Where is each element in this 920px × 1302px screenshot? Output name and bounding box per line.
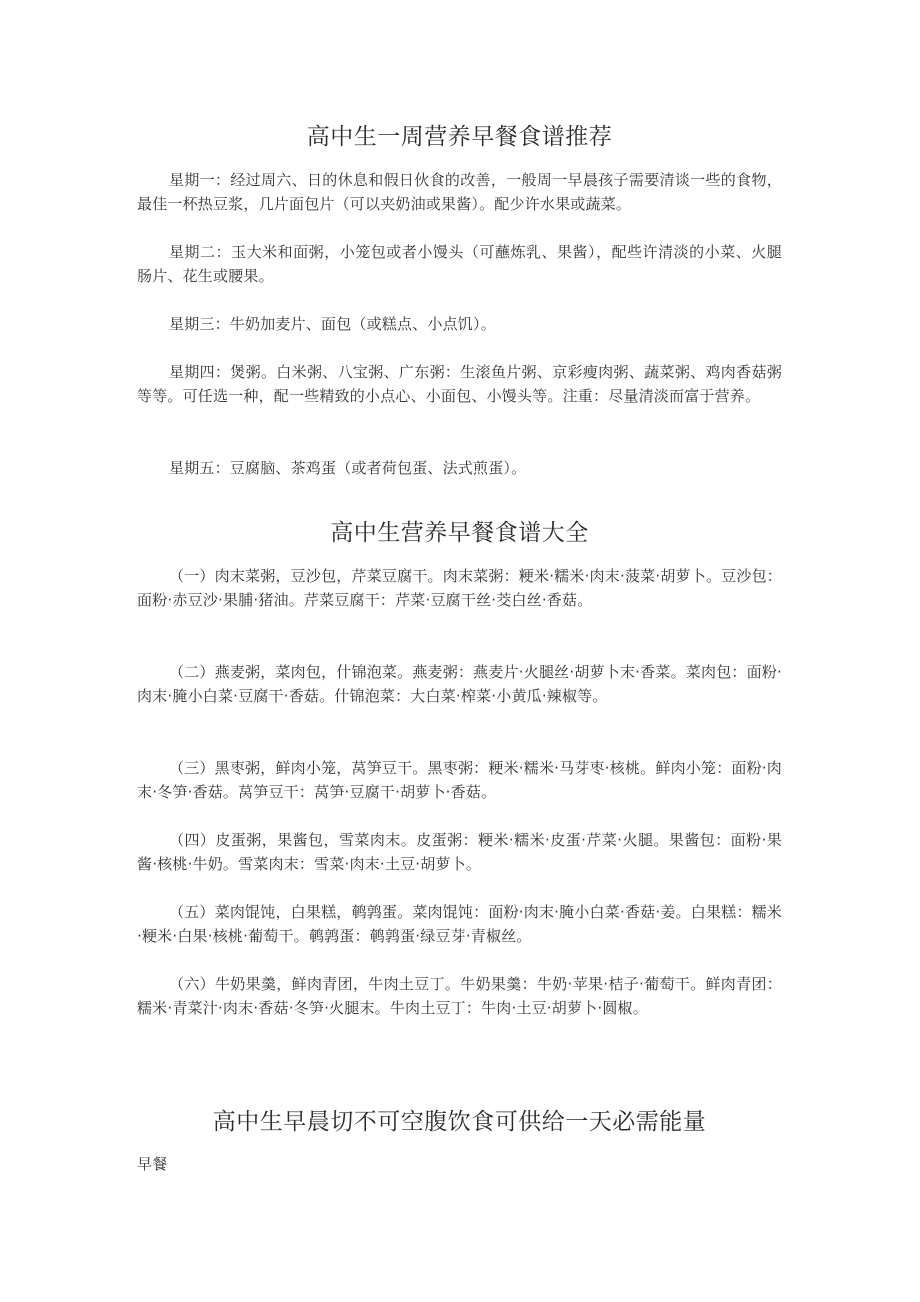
recipe-item-6: （六）牛奶果羹，鲜肉青团，牛肉土豆丁。牛奶果羹：牛奶·苹果·桔子·葡萄干。鲜肉青团：糯米·青菜汁·肉末·香菇·冬笋·火腿末。牛肉土豆丁：牛肉·土豆·胡萝卜·圆椒。 (137, 975, 782, 1017)
section-title-energy: 高中生早晨切不可空腹饮食可供给一天必需能量 (212, 1109, 707, 1135)
section-title-weekly: 高中生一周营养早餐食谱推荐 (306, 124, 613, 150)
paragraph-friday: 星期五：豆腐脑、茶鸡蛋（或者荷包蛋、法式煎蛋）。 (169, 459, 527, 477)
paragraph-tuesday: 星期二：玉大米和面粥，小笼包或者小馒头（可蘸炼乳、果酱），配些许清淡的小菜、火腿肠片、花生或腰果。 (137, 243, 782, 285)
section-title-recipes: 高中生营养早餐食谱大全 (330, 520, 589, 546)
recipe-item-1: （一）肉末菜粥，豆沙包，芹菜豆腐干。肉末菜粥：粳米·糯米·肉末·菠菜·胡萝卜。豆沙包：面粉·赤豆沙·果脯·猪油。芹菜豆腐干：芹菜·豆腐干丝·茭白丝·香菇。 (137, 567, 782, 609)
subheading-breakfast: 早餐 (137, 1155, 168, 1173)
paragraph-monday: 星期一：经过周六、日的休息和假日伙食的改善，一般周一早晨孩子需要清谈一些的食物，最佳一杯热豆浆，几片面包片（可以夹奶油或果酱）。配少许水果或蔬菜。 (137, 171, 782, 213)
recipe-item-3: （三）黑枣粥，鲜肉小笼，莴笋豆干。黑枣粥：粳米·糯米·马芽枣·核桃。鲜肉小笼：面粉·肉末·冬笋·香菇。莴笋豆干：莴笋·豆腐干·胡萝卜·香菇。 (137, 759, 782, 801)
paragraph-thursday: 星期四：煲粥。白米粥、八宝粥、广东粥：生滚鱼片粥、京彩瘦肉粥、蔬菜粥、鸡肉香菇粥等等。可任选一种，配一些精致的小点心、小面包、小馒头等。注重：尽量清淡而富于营养。 (137, 363, 782, 405)
recipe-item-2: （二）燕麦粥，菜肉包，什锦泡菜。燕麦粥：燕麦片·火腿丝·胡萝卜末·香菜。菜肉包：面粉·肉末·腌小白菜·豆腐干·香菇。什锦泡菜：大白菜·榨菜·小黄瓜·辣椒等。 (137, 663, 782, 705)
paragraph-wednesday: 星期三：牛奶加麦片、面包（或糕点、小点饥）。 (169, 315, 496, 333)
recipe-item-5: （五）菜肉馄饨，白果糕，鹌鹑蛋。菜肉馄饨：面粉·肉末·腌小白菜·香菇·姜。白果糕：糯米·粳米·白果·核桃·葡萄干。鹌鹑蛋：鹌鹑蛋·绿豆芽·青椒丝。 (137, 903, 782, 945)
recipe-item-4: （四）皮蛋粥，果酱包，雪菜肉末。皮蛋粥：粳米·糯米·皮蛋·芹菜·火腿。果酱包：面粉·果酱·核桃·牛奶。雪菜肉末：雪菜·肉末·土豆·胡萝卜。 (137, 831, 782, 873)
